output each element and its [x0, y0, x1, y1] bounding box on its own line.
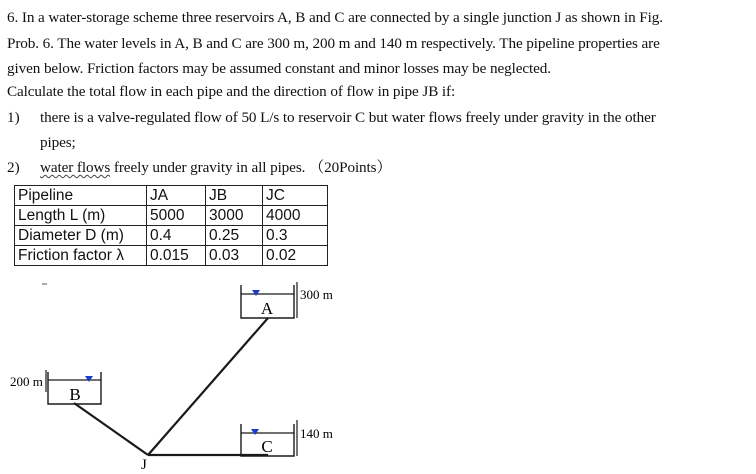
item-2-number: 2) — [7, 159, 20, 176]
table-cell: Friction factor λ — [15, 246, 147, 266]
table-cell: 0.25 — [206, 226, 263, 246]
table-header-cell: Pipeline — [15, 186, 147, 206]
item-1-text: there is a valve-regulated flow of 50 L/s to reservoir C but water flows freely under gravity in the other — [40, 109, 656, 126]
problem-line-1: 6. In a water-storage scheme three reservoirs A, B and C are connected by a single junction J as shown in Fig. — [7, 9, 663, 26]
table-header-cell: JC — [263, 186, 328, 206]
table-cell: 0.3 — [263, 226, 328, 246]
item-2-rest-text: freely under gravity in all pipes. （20Points） — [110, 159, 392, 176]
reservoir-c-label: C — [261, 437, 273, 456]
table-cell: 0.02 — [263, 246, 328, 266]
table-cell: 5000 — [147, 206, 206, 226]
problem-line-3: given below. Friction factors may be assumed constant and minor losses may be neglected. — [7, 60, 551, 77]
reservoir-b — [10, 370, 101, 404]
reservoir-a-label: A — [260, 299, 274, 318]
problem-line-4: Calculate the total flow in each pipe and the direction of flow in pipe JB if: — [7, 83, 456, 100]
water-level-marker-icon — [252, 290, 260, 296]
table-cell: Diameter D (m) — [15, 226, 147, 246]
table-cell: 0.4 — [147, 226, 206, 246]
level-a-label: 300 m — [300, 287, 333, 302]
problem-line-2: Prob. 6. The water levels in A, B and C are 300 m, 200 m and 140 m respectively. The pipeline properties are — [7, 35, 660, 52]
reservoir-a — [241, 282, 333, 318]
table-cell: Length L (m) — [15, 206, 147, 226]
table-row — [15, 206, 328, 226]
table-cell: 0.015 — [147, 246, 206, 266]
table-row — [15, 246, 328, 266]
item-2-underlined-text: water flows — [40, 159, 111, 176]
item-1-continuation: pipes; — [40, 134, 76, 151]
level-c-label: 140 m — [300, 426, 333, 441]
junction-label: J — [141, 457, 147, 473]
table-cell: 4000 — [263, 206, 328, 226]
table-header-cell: JB — [206, 186, 263, 206]
pipe-jb — [74, 403, 148, 455]
table-cell: 0.03 — [206, 246, 263, 266]
pipeline-properties-table — [14, 185, 328, 266]
item-2-text — [40, 158, 392, 178]
table-row — [15, 226, 328, 246]
reservoir-b-label: B — [69, 385, 81, 404]
water-level-marker-icon — [85, 376, 93, 382]
level-b-label: 200 m — [10, 374, 43, 389]
table-header-cell: JA — [147, 186, 206, 206]
table-header-row — [15, 186, 328, 206]
reservoir-c — [241, 420, 333, 456]
reservoir-diagram — [0, 270, 756, 474]
table-cell: 3000 — [206, 206, 263, 226]
pipe-ja — [148, 318, 268, 455]
item-1-number: 1) — [7, 109, 20, 126]
water-level-marker-icon — [251, 429, 259, 435]
